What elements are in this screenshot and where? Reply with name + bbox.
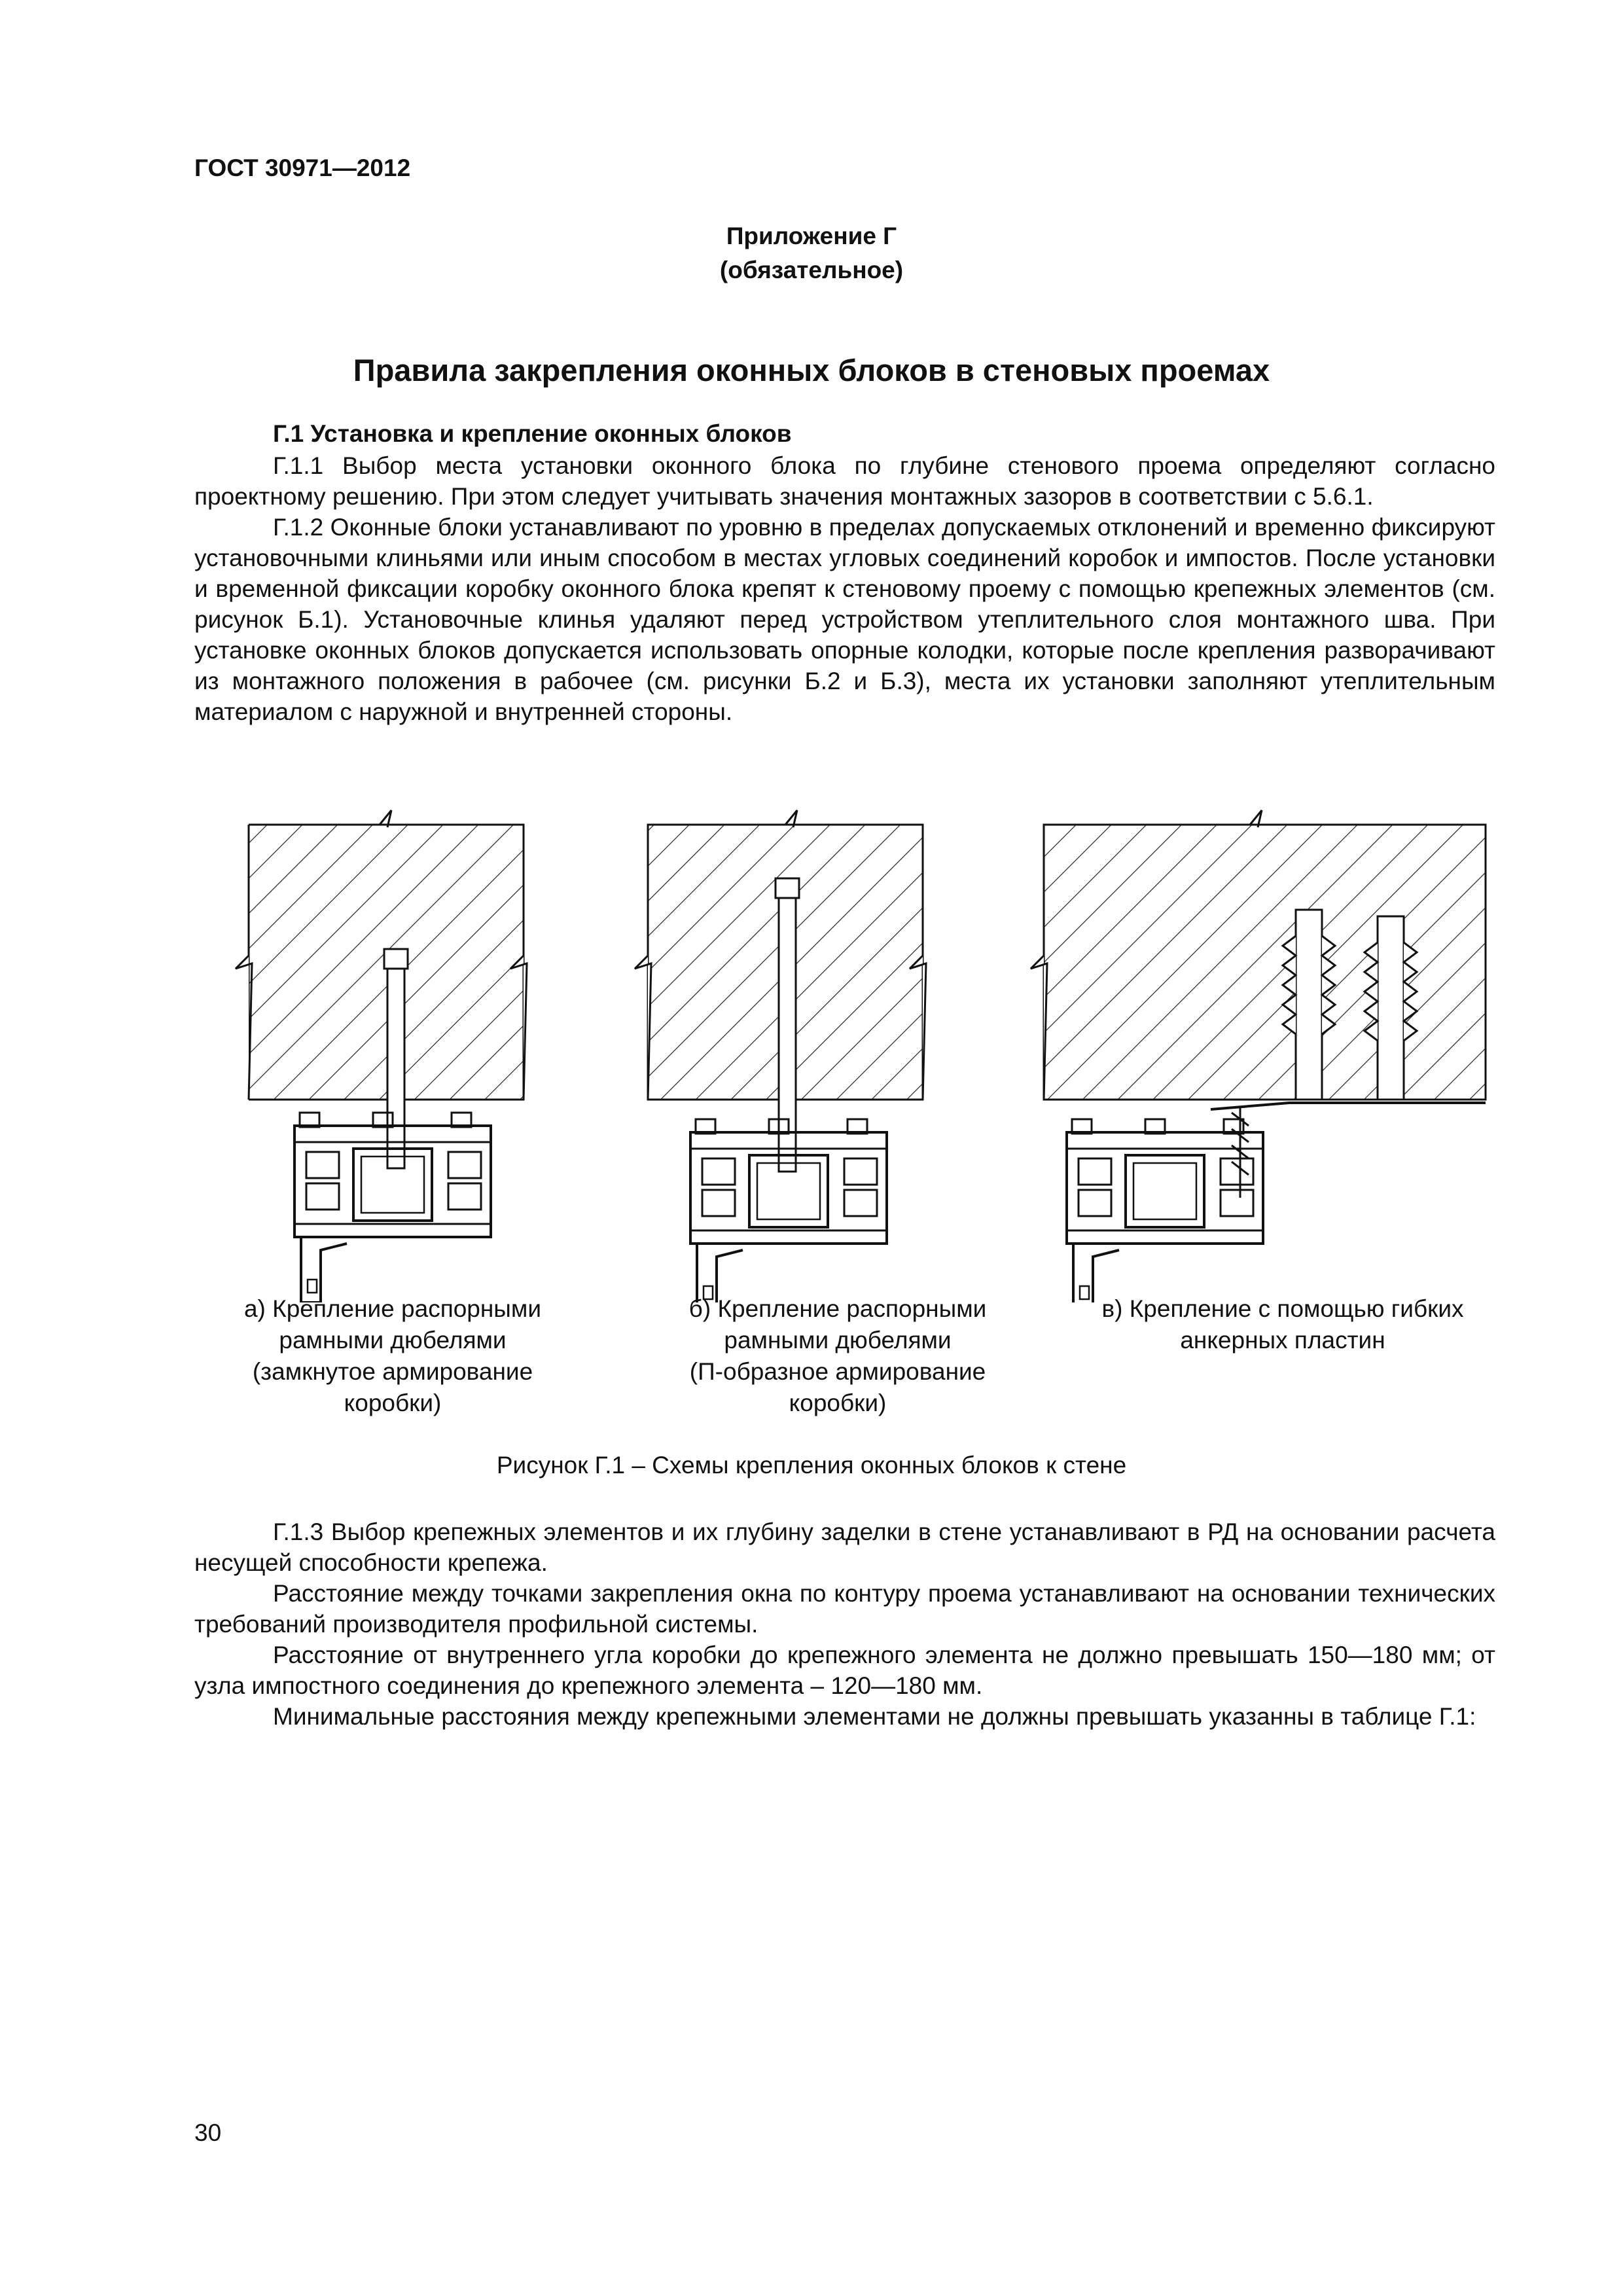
paragraph-g-1-1: Г.1.1 Выбор места установки оконного блока по глубине стенового проема определяют согласно проектному решению. При этом следует учитывать значения монтажных зазоров в соответствии с 5.6.1. (194, 452, 1495, 510)
caption-c-line: анкерных пластин (1180, 1327, 1385, 1354)
appendix-status: (обязательное) (719, 257, 904, 283)
caption-c-line: в) Крепление с помощью гибких (1101, 1295, 1464, 1322)
caption-b-line: рамными дюбелями (724, 1327, 952, 1354)
paragraph: Минимальные расстояния между крепежными элементами не должны превышать указанны в таблице Г.1: (273, 1703, 1476, 1730)
paragraph-g-1-2: Г.1.2 Оконные блоки устанавливают по уровню в пределах допускаемых отклонений и временно фиксируют установочными клиньями или иным способом в местах угловых соединений коробок и импостов. После установки и временной фиксации коробку оконного блока крепят к стеновому проему с помощью крепежных элементов (см. рисунок Б.1). Установочные клинья удаляют перед устройством утеплительного слоя монтажного шва. При установке оконных блоков допускается использовать опорные колодки, которые после крепления разворачивают из монтажного положения в рабочее (см. рисунки Б.2 и Б.3), места их установки заполняют утеплительным материалом с наружной и внутренней стороны. (194, 514, 1495, 725)
caption-a-line: (замкнутое армирование (252, 1358, 533, 1385)
caption-a-line: а) Крепление распорными (243, 1295, 542, 1322)
body-text-bottom (194, 1516, 1495, 1732)
diagram-c (1031, 810, 1486, 1302)
caption-c (1060, 1293, 1505, 1356)
caption-a-line: рамными дюбелями (279, 1327, 507, 1354)
caption-b-line: (П-образное армирование (689, 1358, 986, 1385)
caption-a (216, 1293, 569, 1419)
document-code: ГОСТ 30971—2012 (194, 154, 411, 181)
page-number: 30 (194, 2119, 222, 2146)
caption-a-line: коробки) (344, 1390, 442, 1416)
paragraph: Расстояние от внутреннего угла коробки до крепежного элемента не должно превышать 150—180 мм; от узла импостного соединения до крепежного элемента – 120—180 мм. (194, 1641, 1495, 1699)
figure-title: Рисунок Г.1 – Схемы крепления оконных блоков к стене (496, 1452, 1127, 1479)
caption-b (654, 1293, 1021, 1419)
diagram-b (635, 810, 926, 1302)
caption-b-line: б) Крепление распорными (688, 1295, 987, 1322)
diagram-a (216, 805, 527, 1302)
appendix-label: Приложение Г (726, 223, 897, 249)
page-title: Правила закрепления оконных блоков в стеновых проемах (353, 353, 1270, 387)
body-text-top (194, 450, 1495, 727)
paragraph: Расстояние между точками закрепления окна по контуру проема устанавливают на основании технических требований производителя профильной системы. (194, 1580, 1495, 1638)
fastening-diagrams (216, 805, 1499, 1302)
section-heading: Г.1 Установка и крепление оконных блоков (273, 420, 792, 447)
paragraph-g-1-3: Г.1.3 Выбор крепежных элементов и их глубину заделки в стене устанавливают в РД на основании расчета несущей способности крепежа. (194, 1518, 1495, 1576)
caption-b-line: коробки) (789, 1390, 887, 1416)
